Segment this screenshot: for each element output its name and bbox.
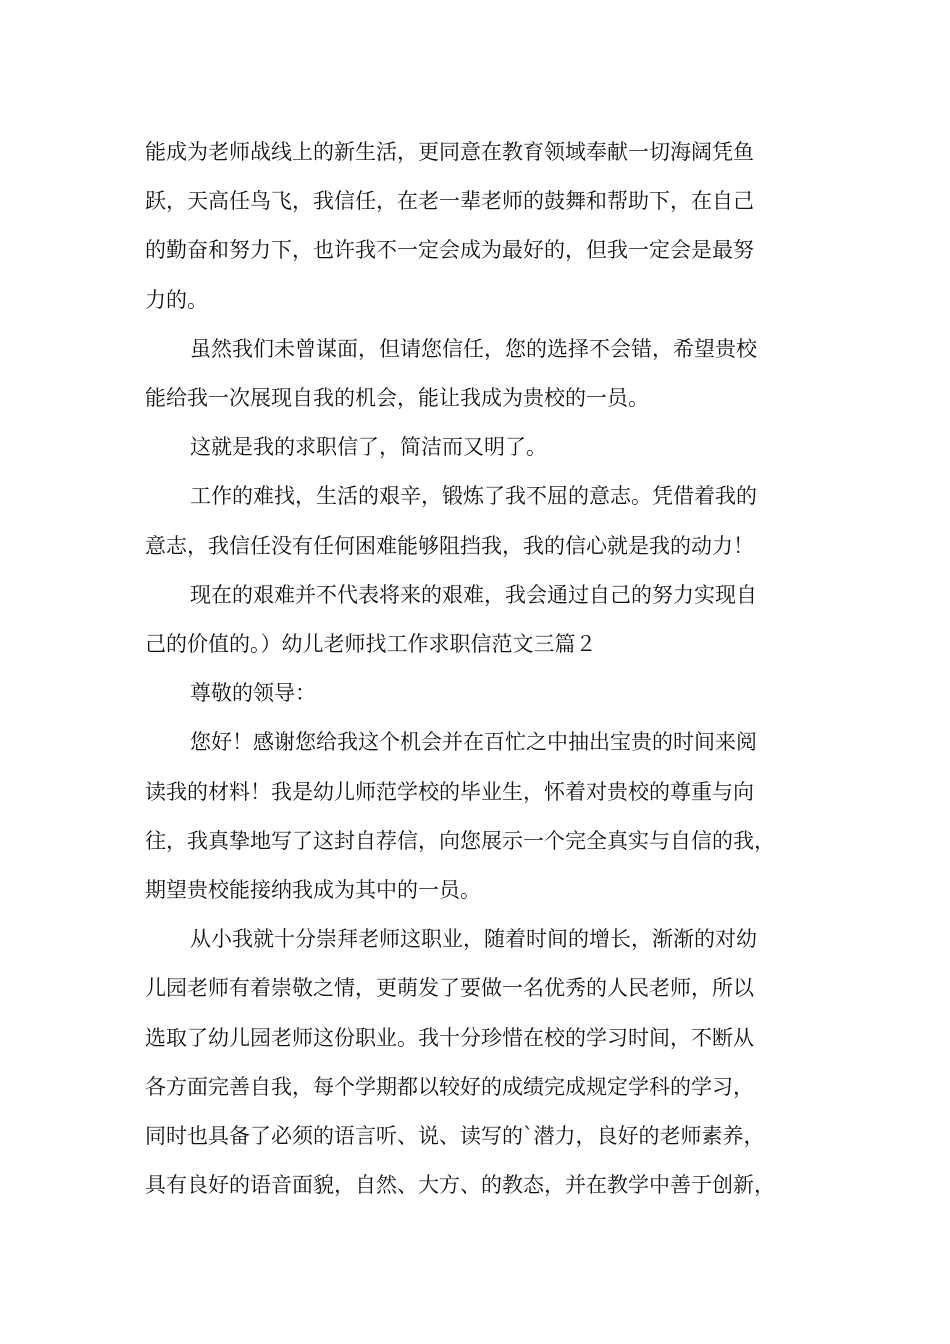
text-line: 选取了幼儿园老师这份职业。我十分珍惜在校的学习时间，不断从 [145, 1025, 754, 1050]
text-line: 读我的材料！我是幼儿师范学校的毕业生，怀着对贵校的尊重与向 [145, 779, 754, 804]
text-line: 您好！感谢您给我这个机会并在百忙之中抽出宝贵的时间来阅 [190, 730, 757, 755]
paragraph-2 [145, 325, 825, 423]
paragraph-1 [145, 128, 825, 325]
text-line: 同时也具备了必须的语言听、说、读写的`潜力，良好的老师素养， [145, 1124, 765, 1149]
text-line: 尊敬的领导： [190, 681, 316, 706]
paragraph-3 [145, 423, 825, 472]
text-line: 能给我一次展现自我的机会，能让我成为贵校的一员。 [145, 386, 649, 411]
text-line: 这就是我的求职信了，简洁而又明了。 [190, 435, 547, 460]
text-line: 工作的难找，生活的艰辛，锻炼了我不屈的意志。凭借着我的 [190, 484, 757, 509]
salutation [145, 669, 825, 718]
text-line: 往，我真挚地写了这封自荐信，向您展示一个完全真实与自信的我， [145, 828, 775, 853]
text-line: 跃，天高任鸟飞，我信任，在老一辈老师的鼓舞和帮助下，在自己 [145, 189, 754, 214]
paragraph-6 [145, 718, 825, 915]
document-body [145, 128, 825, 1210]
text-line: 虽然我们未曾谋面，但请您信任，您的选择不会错，希望贵校 [190, 336, 757, 361]
paragraph-4 [145, 472, 825, 570]
text-line: 儿园老师有着崇敬之情，更萌发了要做一名优秀的人民老师，所以 [145, 976, 754, 1001]
text-line: 己的价值的。）幼儿老师找工作求职信范文三篇２ [145, 632, 597, 657]
text-line: 现在的艰难并不代表将来的艰难，我会通过自己的努力实现自 [190, 582, 757, 607]
text-line: 从小我就十分崇拜老师这职业，随着时间的增长，渐渐的对幼 [190, 927, 757, 952]
text-line: 意志，我信任没有任何困难能够阻挡我，我的信心就是我的动力！ [145, 533, 754, 558]
paragraph-7 [145, 915, 825, 1210]
text-line: 具有良好的语音面貌，自然、大方、的教态，并在教学中善于创新， [145, 1173, 775, 1198]
text-line: 力的。 [145, 287, 208, 312]
text-line: 各方面完善自我，每个学期都以较好的成绩完成规定学科的学习， [145, 1074, 754, 1099]
text-line: 的勤奋和努力下，也许我不一定会成为最好的，但我一定会是最努 [145, 238, 754, 263]
paragraph-5 [145, 571, 825, 669]
text-line: 期望贵校能接纳我成为其中的一员。 [145, 878, 481, 903]
text-line: 能成为老师战线上的新生活，更同意在教育领域奉献一切海阔凭鱼 [145, 140, 754, 164]
